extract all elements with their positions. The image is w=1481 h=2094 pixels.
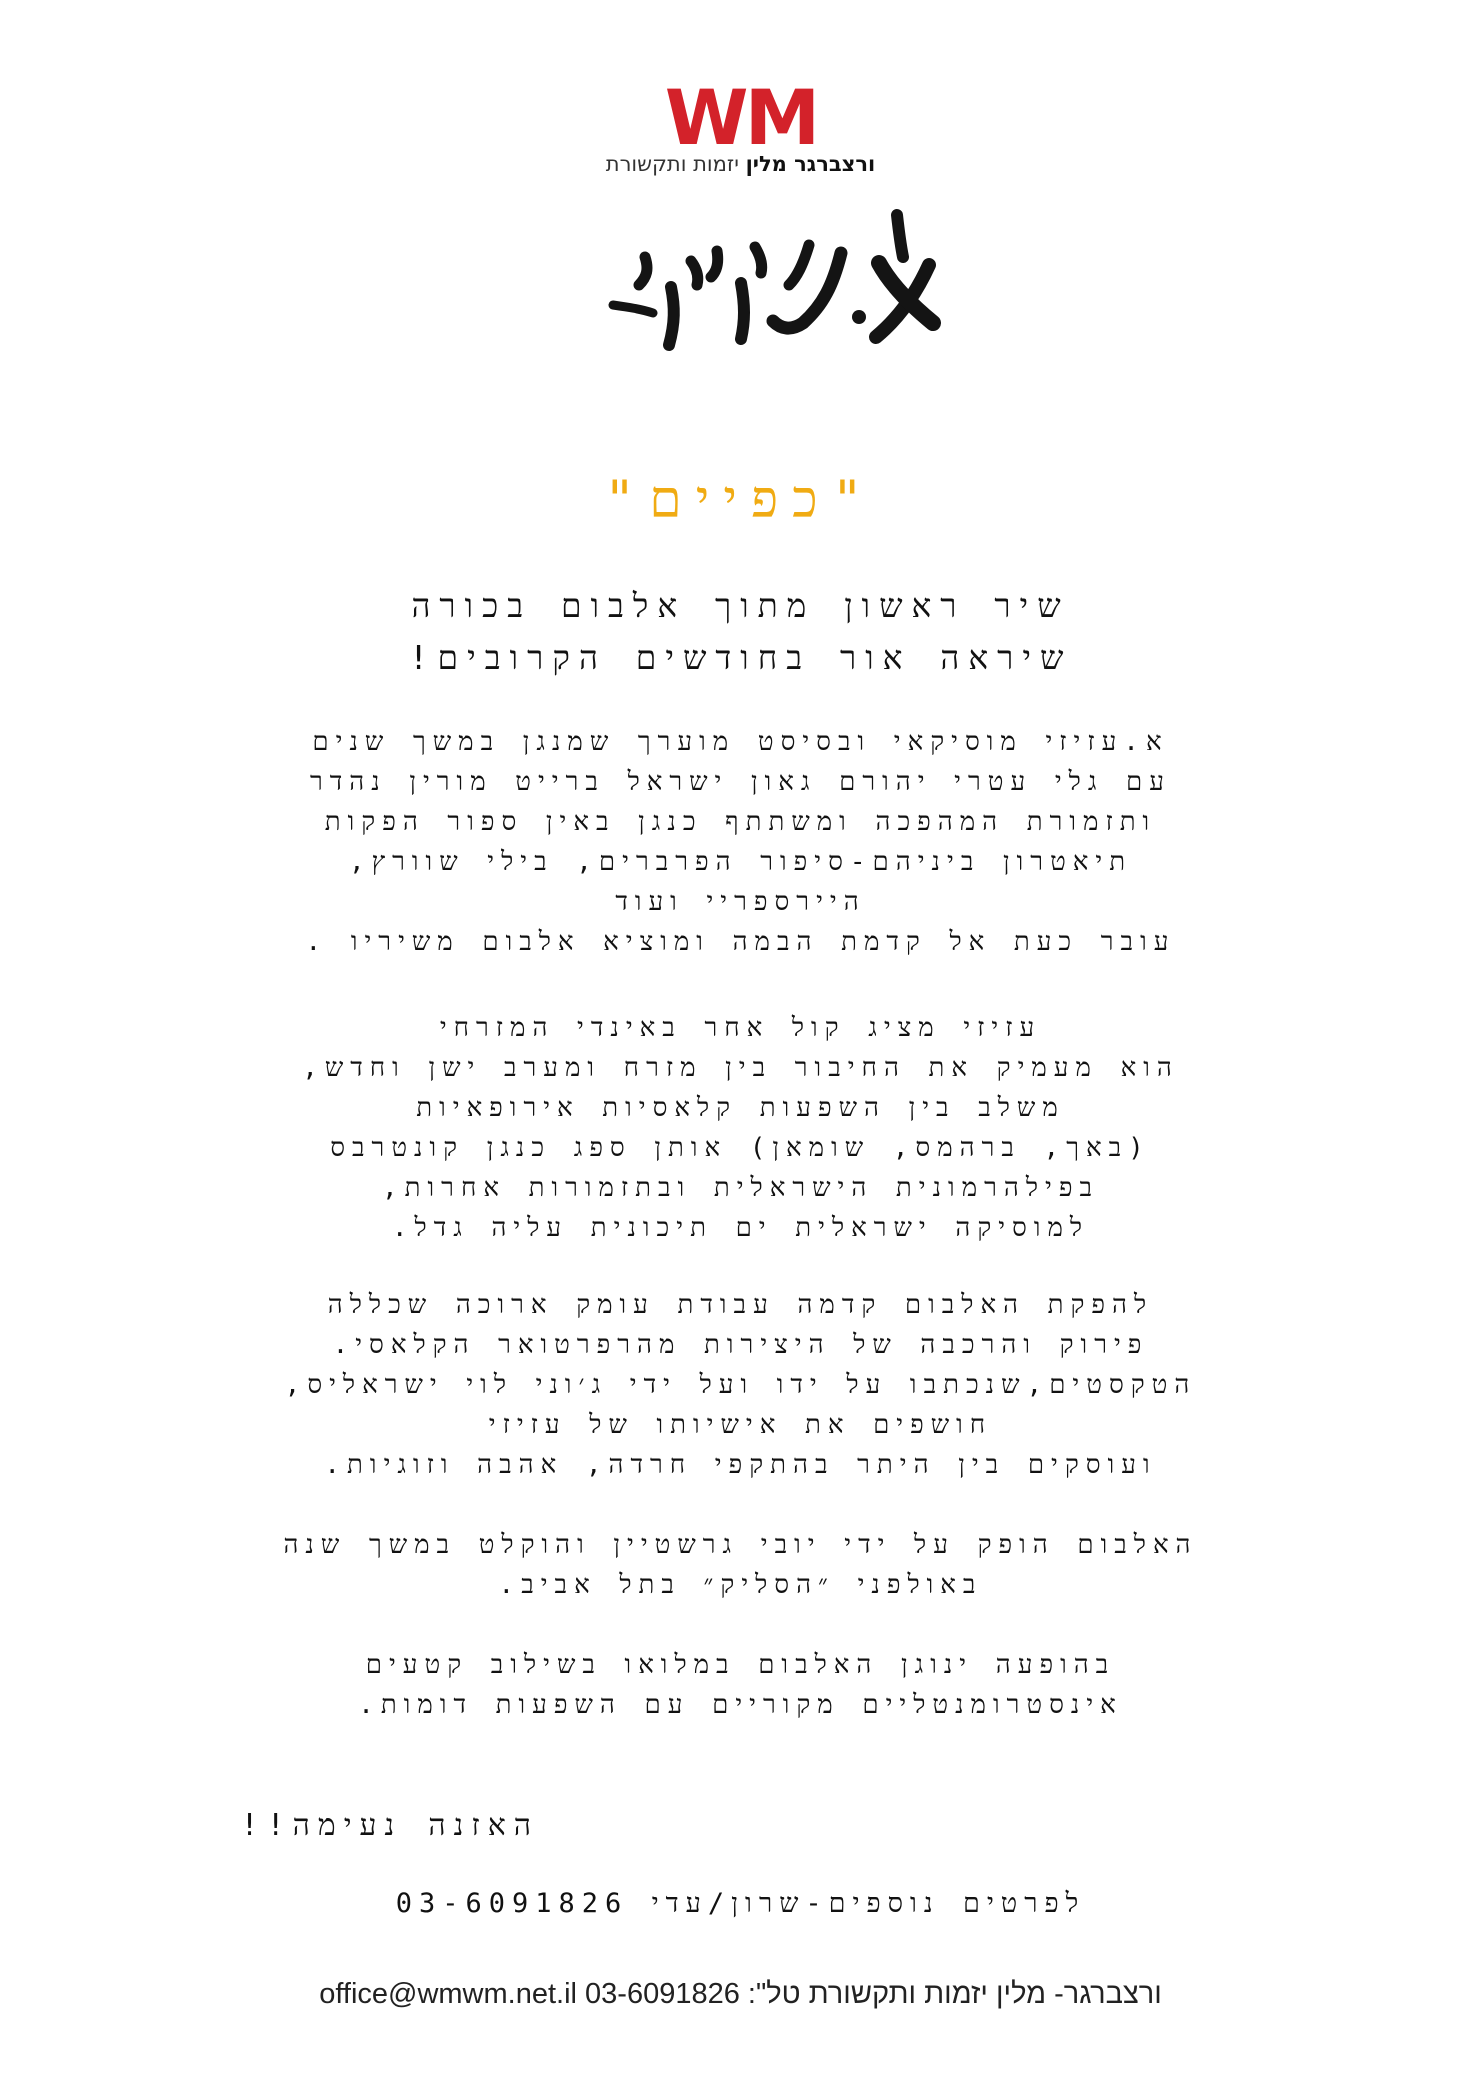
- paragraph-line: א.עזיזי מוסיקאי ובסיסט מוערך שמנגן במשך שנים: [312, 727, 1169, 757]
- paragraph-line: בהופעה ינוגן האלבום במלואו בשילוב קטעים: [365, 1650, 1116, 1680]
- paragraph-style: [0, 1008, 1481, 1248]
- paragraph-line: ותזמורת המהפכה ומשתתף כנגן באין ספור הפקות: [324, 807, 1157, 837]
- paragraph-line: עם גלי עטרי יהורם גאון ישראל ברייט מורין נהדר: [310, 767, 1171, 797]
- paragraph-line: חושפים את אישיותו של עזיזי: [488, 1410, 993, 1440]
- paragraph-line: (באך, ברהמס, שומאן) אותן ספג כנגן קונטרבס: [330, 1133, 1151, 1163]
- paragraph-bio: [0, 722, 1481, 962]
- paragraph-performance: [0, 1645, 1481, 1725]
- paragraph-line: למוסיקה ישראלית ים תיכונית עליה גדל.: [391, 1213, 1090, 1243]
- paragraph-line: הטקסטים,שנכתבו על ידו ועל ידי ג׳וני לוי ישראליס,: [284, 1370, 1197, 1400]
- logo-tagline-rest: יזמות ותקשורת: [605, 152, 746, 176]
- paragraph-production: [0, 1285, 1481, 1485]
- logo: [0, 73, 1481, 162]
- artist-name-brush-lettering: [541, 205, 941, 355]
- paragraph-line: באולפני ״הסליק״ בתל אביב.: [498, 1570, 983, 1600]
- paragraph-line: היירספריי ועוד: [615, 887, 866, 917]
- paragraph-line: הוא מעמיק את החיבור בין מזרח ומערב ישן וחדש,: [302, 1053, 1179, 1083]
- paragraph-line: להפקת האלבום קדמה עבודת עומק ארוכה שכללה: [327, 1290, 1154, 1320]
- paragraph-line: האלבום הופק על ידי יובי גרשטיין והוקלט במשך שנה: [283, 1530, 1198, 1560]
- footer-contact: ורצברגר- מלין יזמות ותקשורת טל": 03-6091826 office@wmwm.net.il: [319, 1978, 1162, 2010]
- paragraph-line: משלב בין השפעות קלאסיות אירופאיות: [416, 1093, 1065, 1123]
- paragraph-line: פירוק והרכבה של היצירות מהרפרטואר הקלאסי.: [332, 1330, 1149, 1360]
- headline: [0, 580, 1481, 684]
- contact-line: לפרטים נוספים-שרון/עדי 03-6091826: [395, 1888, 1086, 1919]
- paragraph-line: בפילהרמונית הישראלית ובתזמורות אחרות,: [382, 1173, 1099, 1203]
- song-title: "כפיים": [604, 470, 877, 530]
- logo-mark: WM: [664, 73, 817, 162]
- paragraph-line: תיאטרון ביניהם-סיפור הפרברים, בילי שוורץ,: [348, 847, 1133, 877]
- paragraph-line: עזיזי מציג קול אחר באינדי המזרחי: [439, 1013, 1042, 1043]
- paragraph-line: עובר כעת אל קדמת הבמה ומוציא אלבום משיריו .: [305, 927, 1176, 957]
- headline-line: שיר ראשון מתוך אלבום בכורה: [411, 586, 1070, 625]
- closing-greeting: האזנה נעימה!!: [240, 1808, 539, 1843]
- logo-tagline-bold: ורצברגר מלין: [745, 152, 876, 176]
- paragraph-line: ועוסקים בין היתר בהתקפי חרדה, אהבה וזוגיות.: [324, 1450, 1157, 1480]
- headline-line: שיראה אור בחודשים הקרובים!: [408, 638, 1073, 677]
- logo-tagline: [0, 152, 1481, 176]
- artist-name-logotype: [0, 205, 1481, 359]
- paragraph-line: אינסטרומנטליים מקוריים עם השפעות דומות.: [358, 1690, 1123, 1720]
- paragraph-recording: [0, 1525, 1481, 1605]
